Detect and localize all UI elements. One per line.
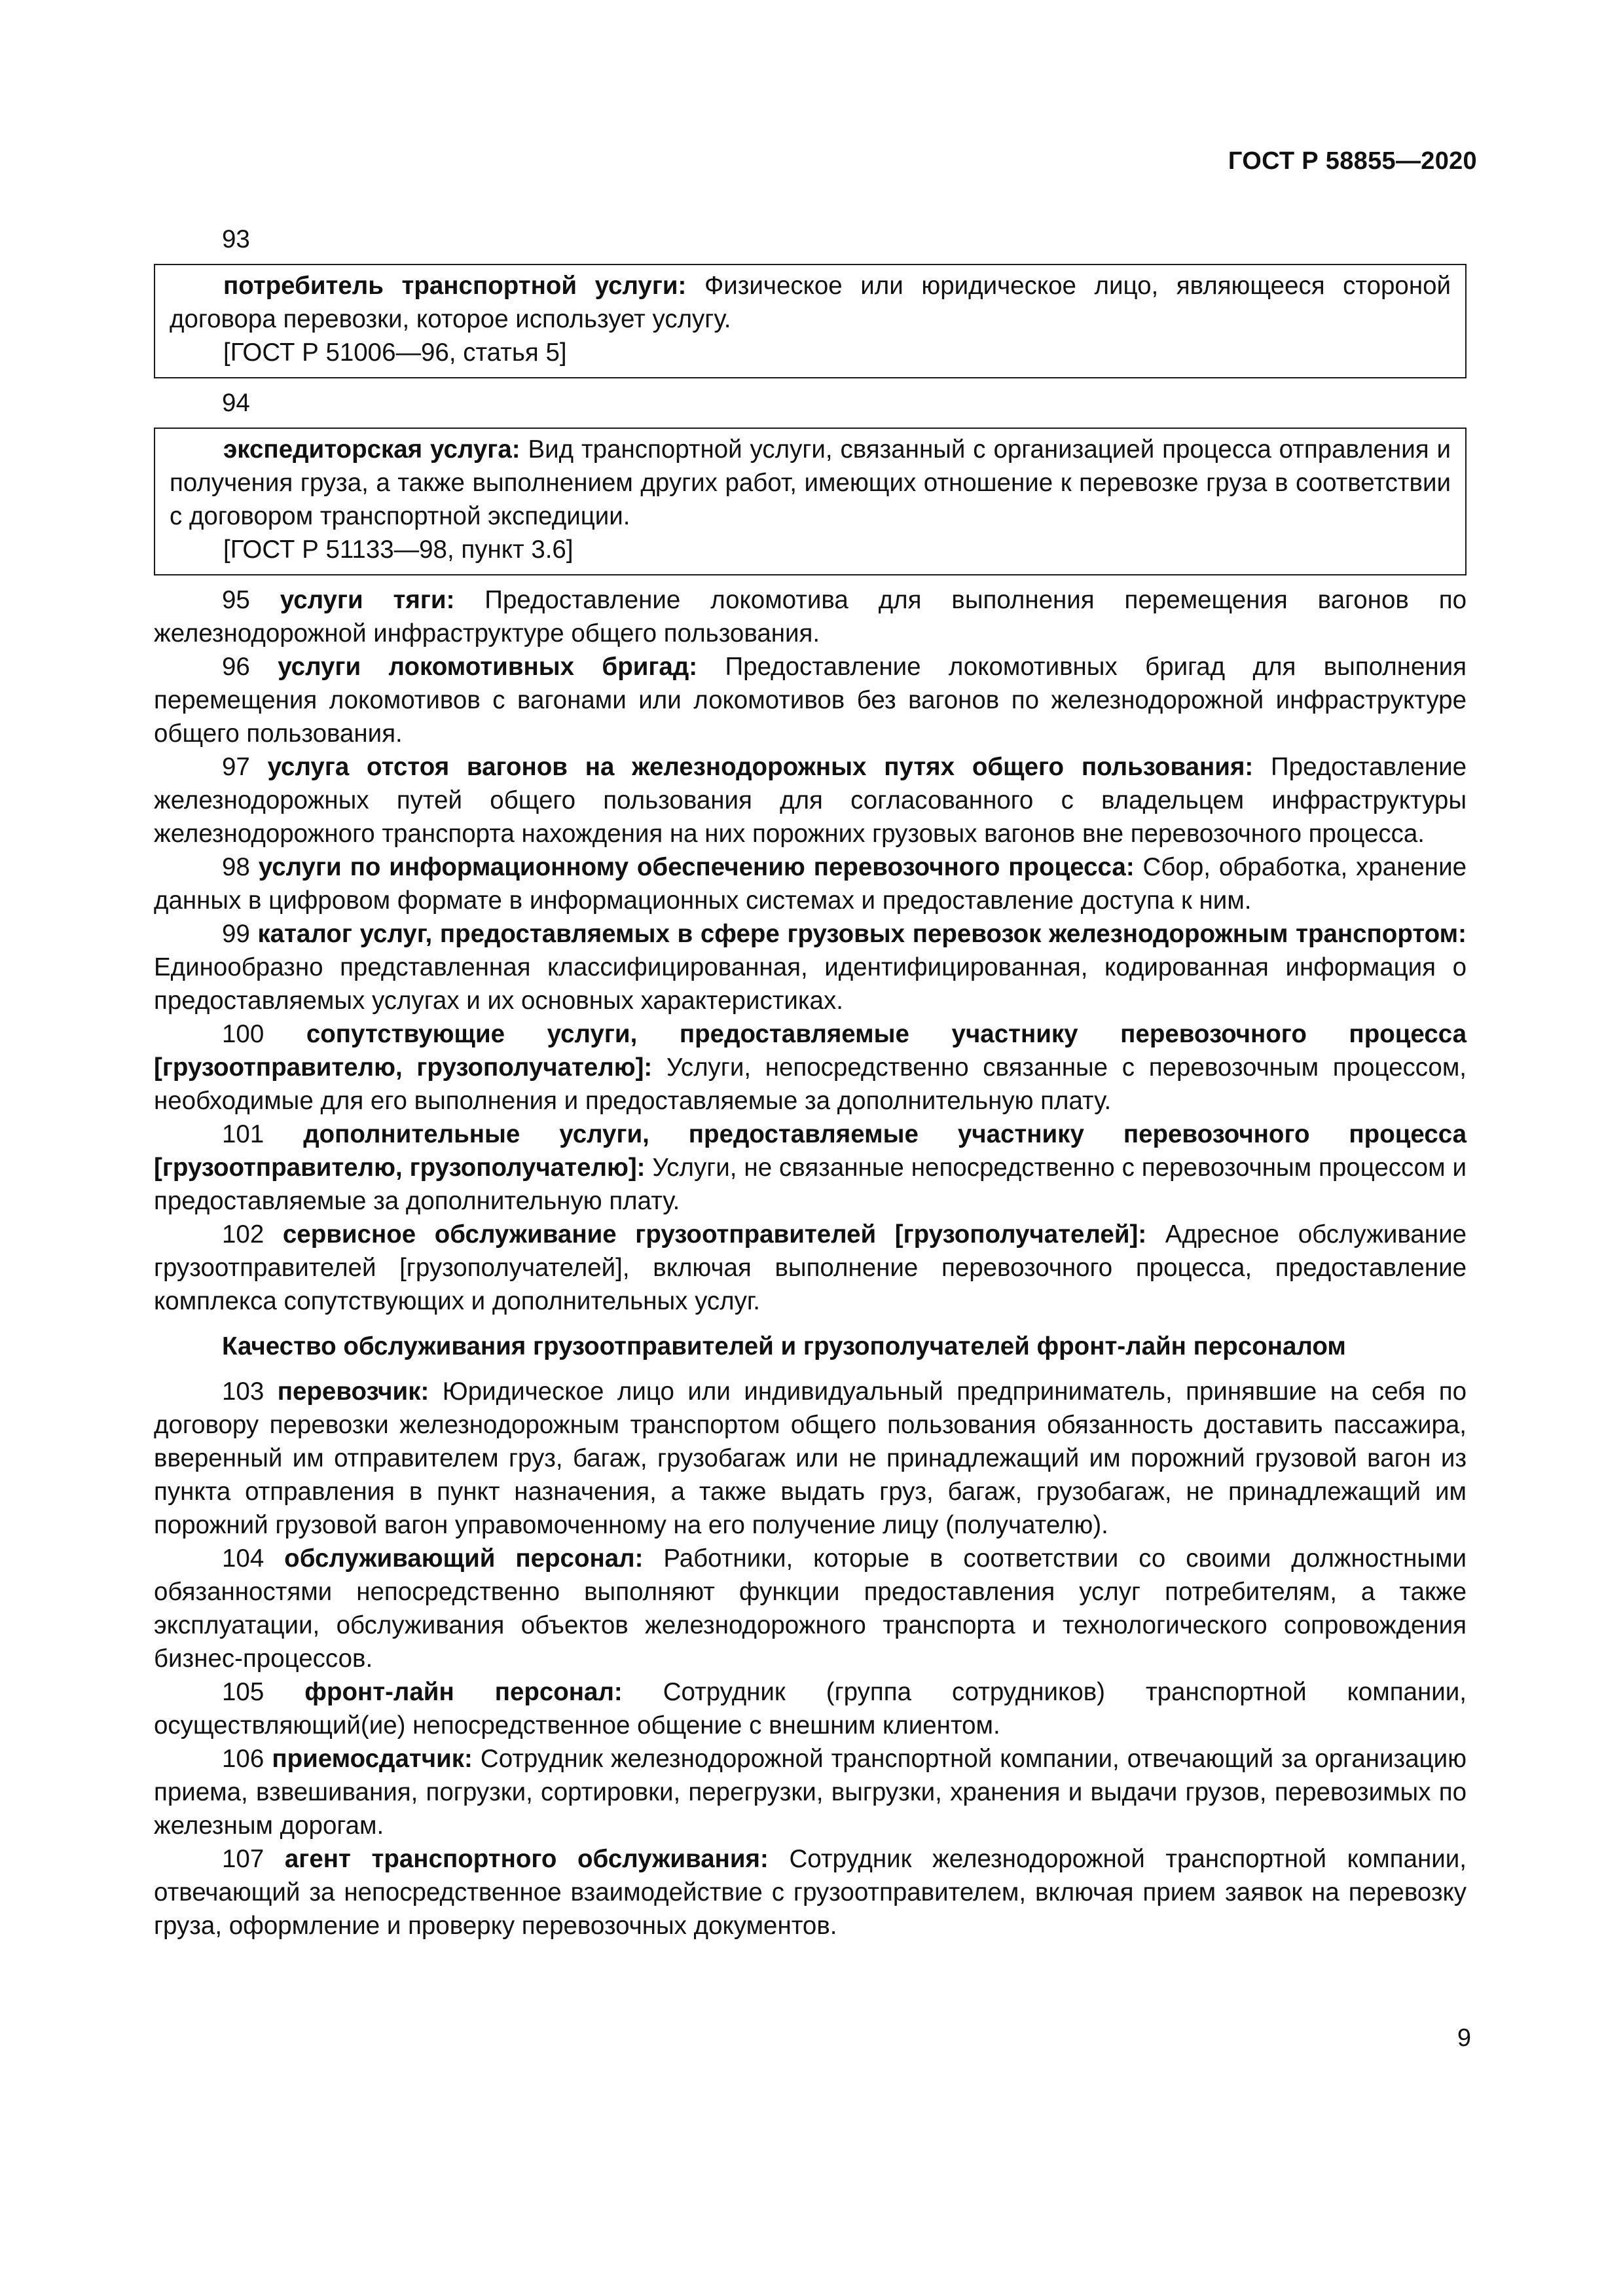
term-title: перевозчик: [277,1377,429,1406]
term-definition: Адресное обслуживание грузоотправителей [грузополучателей], включая выполнение перевозочного процесса, предоставление комплекса сопутствующих и дополнительных услуг. [154,1220,1467,1315]
entry-number: 100 [222,1020,264,1048]
entry-number: 107 [222,1845,264,1873]
boxed-entry [154,428,1467,575]
term-entry [154,850,1467,917]
term-definition: Предоставление железнодорожных путей общего пользования для согласованного с владельцем инфраструктуры железнодорожного транспорта нахождения на них порожних грузовых вагонов вне перевозочного процесса. [154,753,1467,848]
entry-number: 95 [222,586,250,614]
term-entry [154,583,1467,650]
entry-number: 105 [222,1678,264,1706]
term-definition: Единообразно представленная классифицированная, идентифицированная, кодированная информация о предоставляемых услугах и их основных характеристиках. [154,953,1467,1015]
term-entry [154,1742,1467,1842]
term-title: услуги по информационному обеспечению перевозочного процесса: [258,853,1135,881]
entry-number: 98 [222,853,250,881]
entry-number: 104 [222,1544,264,1573]
term-title: потребитель транспортной услуги: [223,272,687,300]
term-source: [ГОСТ Р 51006—96, статья 5] [223,338,567,367]
term-entry [154,1017,1467,1118]
term-title: сопутствующие услуги, предоставляемые участнику перевозочного процесса [грузоотправителю, грузополучателю]: [154,1020,1467,1082]
section-heading: Качество обслуживания грузоотправителей и грузополучателей фронт-лайн персоналом [222,1332,1346,1360]
term-definition: Вид транспортной услуги, связанный с организацией процесса отправления и получения груза, а также выполнением других работ, имеющих отношение к перевозке груза в соответствии с договором транспортной экспедиции. [170,435,1451,530]
term-entry [154,1842,1467,1942]
term-title: фронт-лайн персонал: [304,1678,623,1706]
term-entry [154,650,1467,750]
entry-number: 97 [222,753,250,781]
entry-number: 102 [222,1220,264,1248]
term-definition: Физическое или юридическое лицо, являющееся стороной договора перевозки, которое использует услугу. [170,272,1451,333]
entry-number: 101 [222,1120,264,1148]
page-number: 9 [1457,2024,1471,2052]
term-definition: Сотрудник (группа сотрудников) транспортной компании, осуществляющий(ие) непосредственное общение с внешним клиентом. [154,1678,1467,1740]
term-title: сервисное обслуживание грузоотправителей [грузополучателей]: [282,1220,1147,1248]
term-title: приемосдатчик: [272,1745,473,1773]
term-definition: Сбор, обработка, хранение данных в цифровом формате в информационных системах и предоставление доступа к ним. [154,853,1467,915]
term-paragraph [170,269,1451,336]
term-entry [154,1218,1467,1318]
term-entry [154,1542,1467,1675]
entry-number: 94 [222,389,250,417]
term-title: услуги тяги: [280,586,455,614]
document-code: ГОСТ Р 58855—2020 [1228,147,1477,175]
boxed-entry [154,264,1467,378]
term-entry [154,917,1467,1017]
entry-number: 103 [222,1377,264,1406]
page-content [154,223,1467,1942]
term-entry [154,1375,1467,1542]
term-title: экспедиторская услуга: [223,435,520,464]
term-definition: Сотрудник железнодорожной транспортной компании, отвечающий за организацию приема, взвешивания, погрузки, сортировки, перегрузки, выгрузки, хранения и выдачи грузов, перевозимых по железным дорогам. [154,1745,1467,1840]
entry-number: 99 [222,920,250,948]
term-title: агент транспортного обслуживания: [284,1845,769,1873]
entry-number: 106 [222,1745,264,1773]
term-definition: Юридическое лицо или индивидуальный предприниматель, принявшие на себя по договору перевозки железнодорожным транспортом общего пользования обязанность доставить пассажира, вверенный им отправителем груз, багаж, грузобагаж или не принадлежащий им порожний грузовой вагон из пункта отправления в пункт назначения, а также выдать груз, багаж, грузобагаж, не принадлежащий им порожний грузовой вагон управомоченному на его получение лицу (получателю). [154,1377,1467,1539]
term-definition: Предоставление локомотива для выполнения перемещения вагонов по железнодорожной инфраструктуре общего пользования. [154,586,1467,647]
entry-number: 96 [222,653,250,681]
term-title: каталог услуг, предоставляемых в сфере грузовых перевозок железнодорожным транспортом: [257,920,1467,948]
term-definition: Предоставление локомотивных бригад для выполнения перемещения локомотивов с вагонами или локомотивов без вагонов по железнодорожной инфраструктуре общего пользования. [154,653,1467,748]
entry-number: 93 [222,225,250,253]
term-source: [ГОСТ Р 51133—98, пункт 3.6] [223,536,574,564]
term-definition: Сотрудник железнодорожной транспортной компании, отвечающий за непосредственное взаимодействие с грузоотправителем, включая прием заявок на перевозку груза, оформление и проверку перевозочных документов. [154,1845,1467,1940]
term-entry [154,750,1467,850]
term-title: обслуживающий персонал: [284,1544,644,1573]
term-definition: Услуги, непосредственно связанные с перевозочным процессом, необходимые для его выполнения и предоставляемые за дополнительную плату. [154,1053,1467,1115]
term-entry [154,1675,1467,1742]
term-title: дополнительные услуги, предоставляемые участнику перевозочного процесса [грузоотправителю, грузополучателю]: [154,1120,1467,1182]
term-entry [154,1118,1467,1218]
term-definition: Услуги, не связанные непосредственно с перевозочным процессом и предоставляемые за дополнительную плату. [154,1154,1467,1215]
term-definition: Работники, которые в соответствии со своими должностными обязанностями непосредственно выполняют функции предоставления услуг потребителям, а также эксплуатации, обслуживания объектов железнодорожного транспорта и технологического сопровождения бизнес-процессов. [154,1544,1467,1673]
term-title: услуги локомотивных бригад: [278,653,698,681]
term-paragraph [170,433,1451,533]
term-title: услуга отстоя вагонов на железнодорожных путях общего пользования: [267,753,1254,781]
